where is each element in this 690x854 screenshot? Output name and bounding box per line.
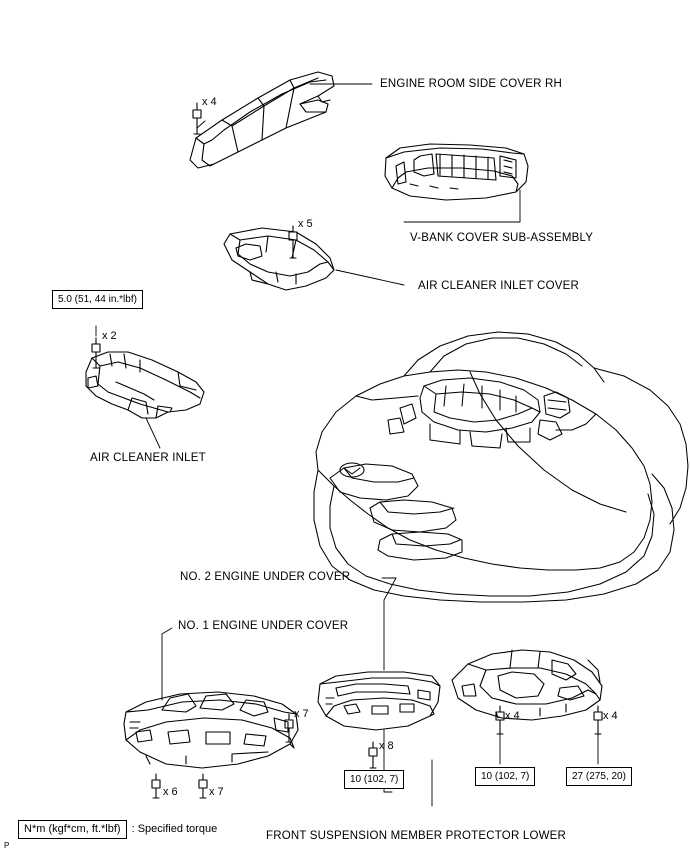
fastener-no1-clip-right — [285, 714, 293, 742]
leader-no-1-tick — [162, 628, 172, 634]
fastener-no2-clip — [369, 742, 377, 768]
qty-no1-cover-bolts-6: x 6 — [163, 786, 178, 798]
leader-side-cover-bolt — [197, 121, 205, 128]
fastener-protector-bolt-left — [496, 706, 504, 734]
part-engine-room-side-cover-rh — [190, 72, 334, 168]
torque-protector-lower-10: 10 (102, 7) — [344, 770, 404, 789]
part-air-cleaner-inlet-cover — [224, 228, 334, 290]
qty-side-cover-bolts: x 4 — [202, 96, 217, 108]
qty-no2-cover-bolts-8: x 8 — [379, 740, 394, 752]
label-no-1-engine-under-cover: NO. 1 ENGINE UNDER COVER — [178, 620, 349, 632]
qty-protector-bolts-4a: x 4 — [505, 710, 520, 722]
legend-note: : Specified torque — [131, 823, 218, 835]
label-v-bank-cover-sub-assembly: V-BANK COVER SUB-ASSEMBLY — [410, 232, 594, 244]
fastener-air-cleaner-inlet-bolt — [92, 338, 100, 368]
leader-air-cleaner-inlet-cover — [336, 270, 404, 285]
qty-inlet-cover-bolts: x 5 — [298, 218, 313, 230]
part-no-1-engine-under-cover — [124, 692, 298, 768]
label-front-suspension-member-protector-lower: FRONT SUSPENSION MEMBER PROTECTOR LOWER — [266, 830, 567, 842]
qty-protector-bolts-4b: x 4 — [603, 710, 618, 722]
qty-air-cleaner-inlet-bolts: x 2 — [102, 330, 117, 342]
fastener-side-cover-bolt — [193, 103, 201, 134]
label-engine-room-side-cover-rh: ENGINE ROOM SIDE COVER RH — [380, 78, 562, 90]
part-no-2-engine-under-cover — [318, 672, 440, 730]
fastener-no1-clip-bottom — [199, 774, 207, 798]
qty-no1-cover-clips-right: x 7 — [294, 708, 309, 720]
part-air-cleaner-inlet — [86, 352, 204, 418]
torque-protector-lower-27: 27 (275, 20) — [566, 767, 632, 786]
torque-no2-engine-under-cover: 10 (102, 7) — [475, 767, 535, 786]
qty-no1-cover-clips-bottom: x 7 — [209, 786, 224, 798]
label-air-cleaner-inlet: AIR CLEANER INLET — [90, 452, 206, 464]
fastener-no1-bolt-bottom — [152, 774, 160, 798]
part-front-suspension-member-protector-lower — [452, 650, 602, 720]
label-no-2-engine-under-cover: NO. 2 ENGINE UNDER COVER — [180, 571, 351, 583]
legend-unit-symbol: N*m (kgf*cm, ft.*lbf) — [18, 820, 127, 839]
footer-mark: P — [4, 841, 10, 850]
part-v-bank-cover-sub-assembly — [385, 144, 528, 200]
leader-air-cleaner-inlet — [146, 418, 160, 448]
part-vehicle-body — [314, 332, 688, 602]
torque-air-cleaner-inlet: 5.0 (51, 44 in.*lbf) — [52, 290, 143, 309]
legend-specified-torque — [18, 820, 217, 839]
label-air-cleaner-inlet-cover: AIR CLEANER INLET COVER — [418, 280, 579, 292]
fastener-protector-bolt-right — [594, 706, 602, 734]
